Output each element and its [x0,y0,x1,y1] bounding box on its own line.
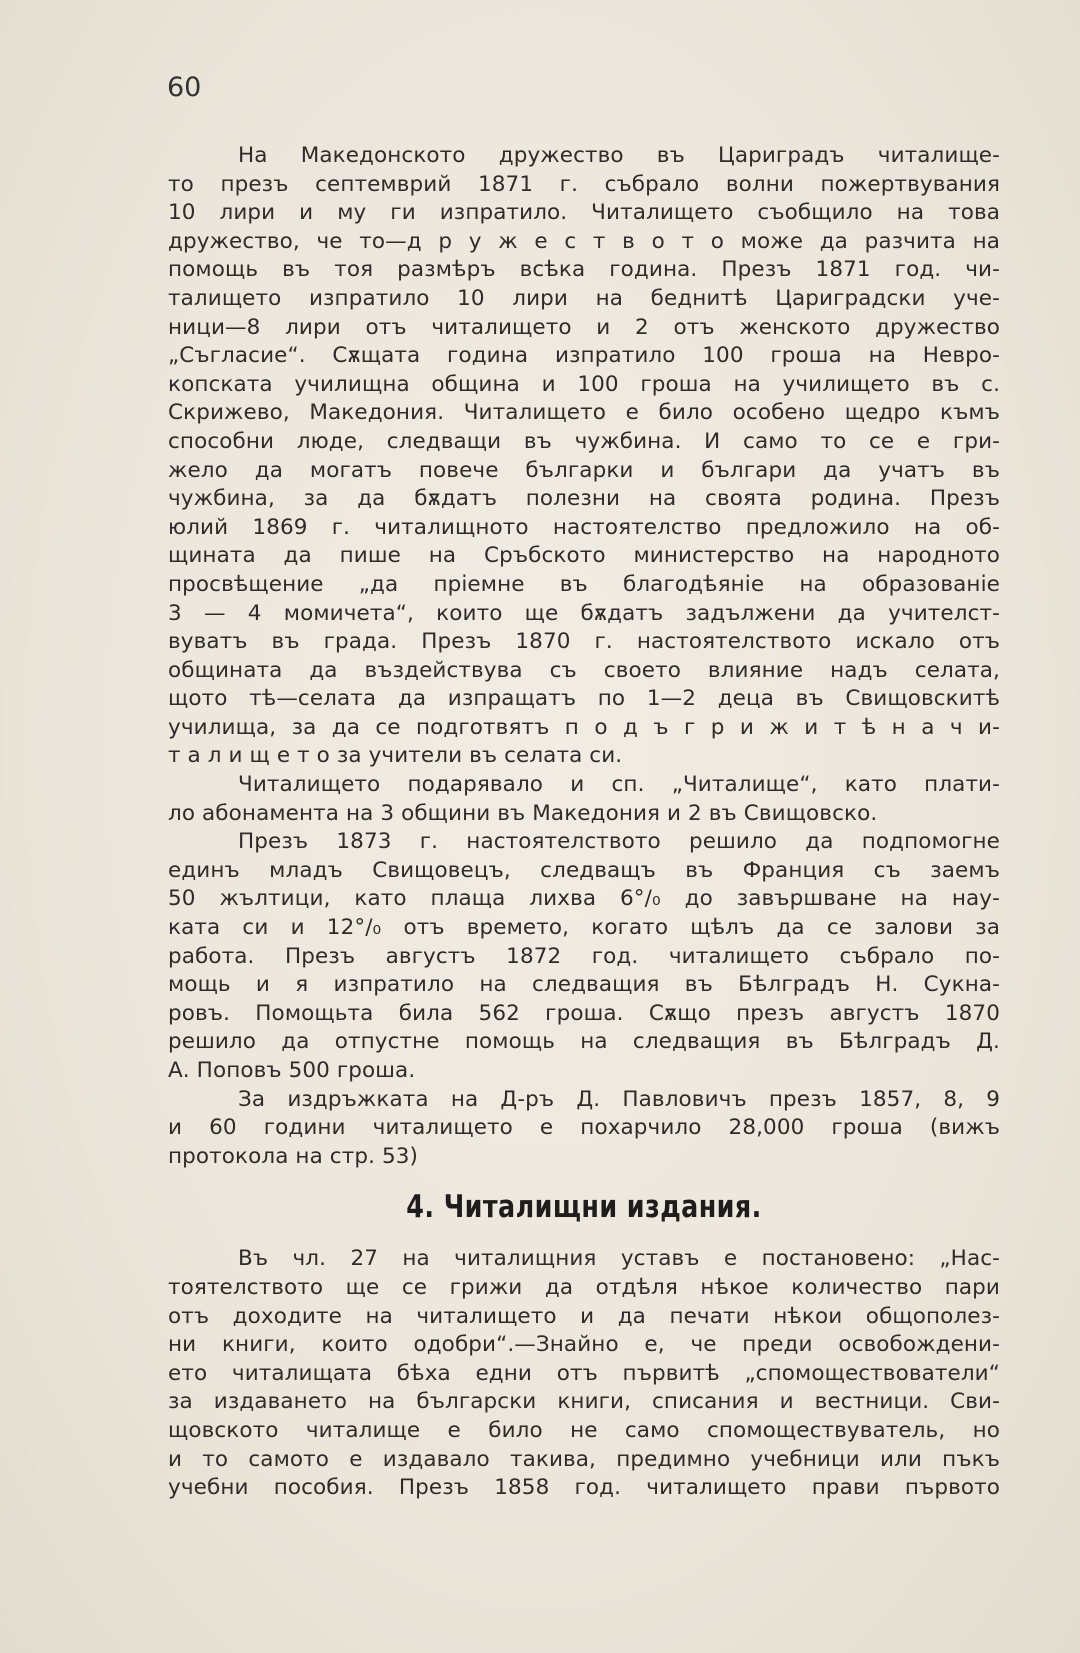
text-line: учебни пособия. Презъ 1858 год. читалището прави първото [168,1475,1000,1501]
text-line: За издръжката на Д-ръ Д. Павловичъ презъ 1857, 8, 9 [238,1086,1000,1112]
text-line: протокола на стр. 53) [168,1143,419,1169]
paragraph-student-aid [168,828,1000,1085]
text-line: 50 жълтици, като плаща лихва 6°/₀ до завършване на нау- [168,886,1000,912]
text-line: училища, за да се подготвятъ п о д ъ г р и ж и т ѣ н а ч и- [168,714,1000,740]
text-line: вуватъ въ града. Презъ 1870 г. настоятелството искало отъ [168,629,1000,655]
text-line: и то самото е издавало такива, предимно учебници или пъкъ [168,1446,1000,1472]
text-line: Въ чл. 27 на читалищния уставъ е постановено: „Нас- [238,1246,1000,1272]
text-line: ни книги, които одобри“.—Знайно е, че преди освобождени- [168,1332,1000,1358]
text-line: А. Поповъ 500 гроша. [168,1058,416,1083]
text-line: дружество, че то—д р у ж е с т в о т о може да разчита на [168,228,1000,254]
text-line: чужбина, за да бѫдатъ полезни на своята родина. Презъ [168,486,1000,512]
text-line: мощь и я изпратило на следващия въ Бѣлградъ Н. Сукна- [168,972,1000,998]
paragraph-publications [168,1245,1000,1502]
text-line: На Македонското дружество въ Цариградъ читалище- [238,143,1000,168]
spacer [168,1171,1000,1185]
text-line: общината да въздействува съ своето влияние надъ селата, [168,657,1000,683]
text-line: Читалището подарявало и сп. „Читалище“, като плати- [238,772,1000,798]
text-line: решило да отпустне помощь на следващия въ Бѣлградъ Д. [168,1029,1000,1055]
text-line: юлий 1869 г. читалищното настоятелство предложило на об- [168,514,1000,540]
page-number: 60 [167,72,202,103]
text-line: талището изпратило 10 лири на беднитѣ Цариградски уче- [168,285,1000,311]
paragraph-pavlovich-upkeep [168,1086,1000,1172]
text-line: работа. Презъ августъ 1872 год. читалището събрало по- [168,943,1000,969]
paragraph-journal-gift [168,771,1000,828]
paragraph-macedonian-society [168,142,1000,771]
section-heading: 4. Читалищни издания. [406,1189,762,1226]
text-line: щото тѣ—селата да изпращатъ по 1—2 деца въ Свищовскитѣ [168,686,1000,712]
text-line: „Съгласие“. Сѫщата година изпратило 100 гроша на Невро- [168,343,1000,369]
text-line: единъ младъ Свищовецъ, следващъ въ Франция съ заемъ [168,857,1000,883]
text-line: тоятелството ще се грижи да отдѣля нѣкое количество пари [168,1274,1000,1300]
text-line: копската училищна община и 100 гроша на училището въ с. [168,371,1000,397]
body-text [168,142,1000,1503]
text-line: то презъ септемврий 1871 г. събрало волни пожертвувания [168,171,1000,197]
text-line: за издаването на български книги, списания и вестници. Сви- [168,1389,1000,1415]
text-line: ето читалищата бѣха едни отъ първитѣ „спомоществователи“ [168,1360,1000,1386]
text-line: ло абонамента на 3 общини въ Македония и 2 въ Свищовско. [168,800,878,826]
text-line: и 60 години читалището е похарчило 28,000 гроша (вижъ [168,1115,1000,1141]
text-line: ката си и 12°/₀ отъ времето, когато щѣлъ да се залови за [168,915,1000,941]
text-line: щината да пише на Сръбското министерство на народното [168,543,1000,569]
text-line: 10 лири и му ги изпратило. Читалището съобщило на това [168,200,1000,226]
text-line: способни люде, следващи въ чужбина. И само то се е гри- [168,428,1000,454]
text-line: 3 — 4 момичета“, които ще бѫдатъ задължени да учителст- [168,600,1000,626]
text-line: Скрижево, Македония. Читалището е било особено щедро къмъ [168,400,1000,426]
text-line: ровъ. Помощьта била 562 гроша. Сѫщо презъ августъ 1870 [168,1000,1000,1026]
text-line: отъ доходите на читалището и да печати нѣкои общополез- [168,1303,1000,1329]
text-line: ници—8 лири отъ читалището и 2 отъ женското дружество [168,314,1000,340]
spacer [168,1229,1000,1245]
text-line: жело да могатъ повече българки и българи да учатъ въ [168,457,1000,483]
text-line: Презъ 1873 г. настоятелството решило да подпомогне [238,829,1000,855]
text-line: просвѣщение „да прiемне въ благодѣянiе на образованiе [168,571,1000,597]
text-line: т а л и щ е т о за учители въ селата си. [168,743,623,769]
text-line: помощь въ тоя размѣръ всѣка година. Презъ 1871 год. чи- [168,257,1000,283]
text-line: щовското читалище е било не само спомоществуватель, но [168,1417,1000,1443]
